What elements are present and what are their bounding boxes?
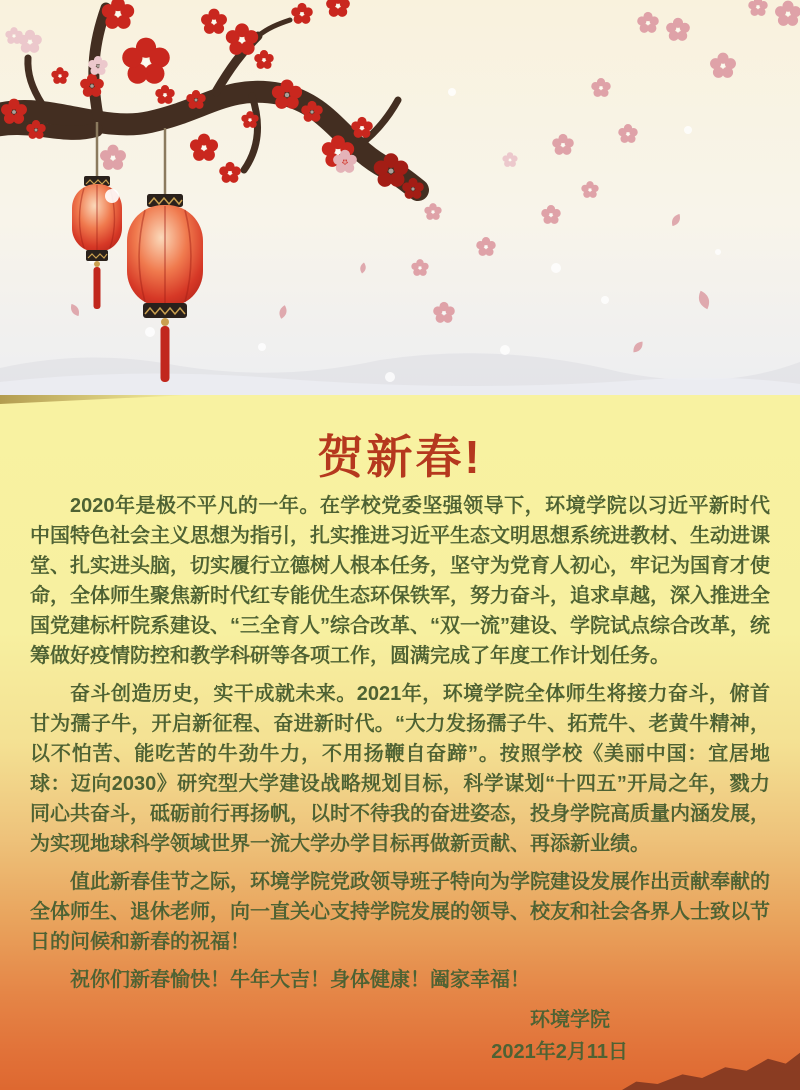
greeting-letter: [0, 395, 800, 1090]
banner-illustration: [0, 0, 800, 395]
banner-background: [0, 0, 800, 395]
letter-paragraph-3: 值此新春佳节之际，环境学院党政领导班子特向为学院建设发展作出贡献奉献的全体师生、退休老师，向一直关心支持学院发展的领导、校友和社会各界人士致以节日的问候和新春的祝福！: [30, 871, 770, 953]
signature: 环境学院: [530, 1009, 610, 1031]
signature-block: [30, 1003, 770, 1067]
letter-paragraph-2: 奋斗创造历史，实干成就未来。2021年，环境学院全体师生将接力奋斗，俯首甘为孺子牛，开启新征程、奋进新时代。“大力发扬孺子牛、拓荒牛、老黄牛精神，以不怕苦、能吃苦的牛劲牛力，不用扬鞭自奋蹄”。按照学校《美丽中国：宜居地球：迈向2030》研究型大学建设战略规划目标，科学谋划“十四五”开局之年，戮力同心共奋斗，砥砺前行再扬帆，以时不待我的奋进姿态，投身学院高质量内涵发展，为实现地球科学领域世界一流大学办学目标再做新贡献、再添新业绩。: [30, 683, 770, 855]
letter-paragraph-1: 2020年是极不平凡的一年。在学校党委坚强领导下，环境学院以习近平新时代中国特色社会主义思想为指引，扎实推进习近平生态文明思想系统进教材、生动进课堂、扎实进头脑，切实履行立德树人根本任务，坚守为党育人初心，牢记为国育才使命，全体师生聚焦新时代红专能优生态环保铁军，努力奋斗，追求卓越，深入推进全国党建标杆院系建设、“三全育人”综合改革、“双一流”建设、学院试点综合改革，统筹做好疫情防控和教学科研等各项工作，圆满完成了年度工作计划任务。: [30, 495, 770, 667]
letter-paragraph-4: 祝你们新春愉快！牛年大吉！身体健康！阖家幸福！: [70, 969, 530, 991]
greeting-title: 贺新春!: [317, 431, 483, 483]
date-line: 2021年2月11日: [491, 1041, 628, 1063]
new-year-banner: [0, 0, 800, 395]
